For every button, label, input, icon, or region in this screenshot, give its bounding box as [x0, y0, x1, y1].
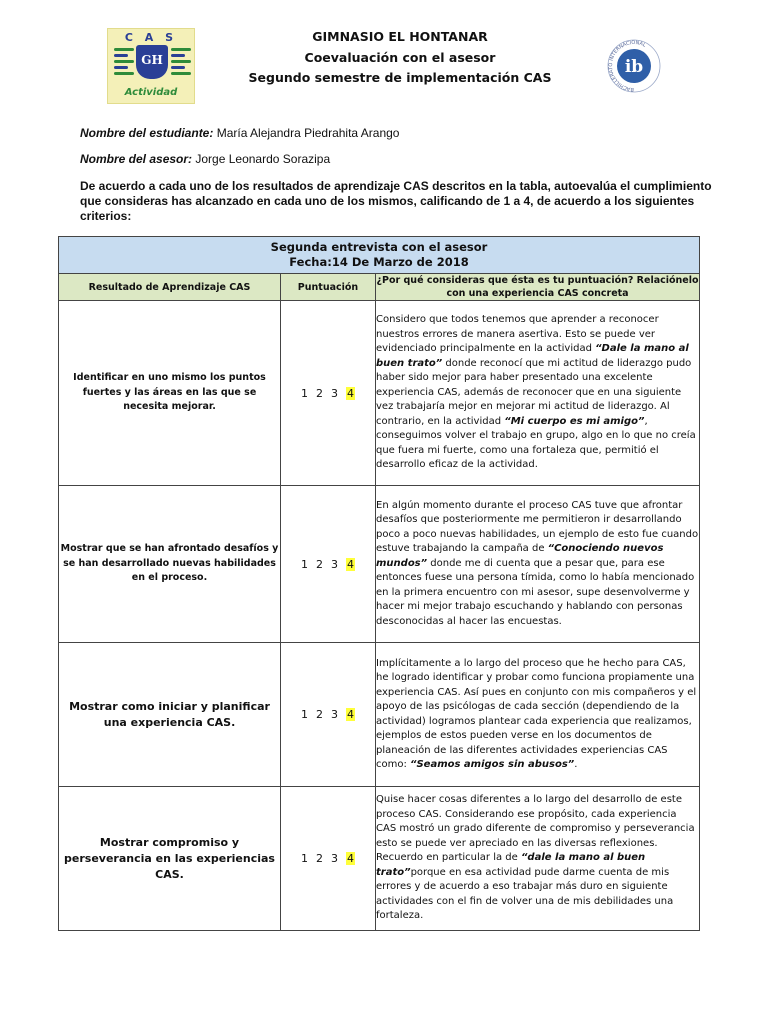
table-header-row: [59, 274, 700, 301]
score-cell: [281, 787, 376, 931]
advisor-name-value: Jorge Leonardo Sorazipa: [192, 152, 331, 166]
table-title: [59, 237, 700, 274]
column-header-outcome: Resultado de Aprendizaje CAS: [59, 274, 281, 301]
justification-text: .: [574, 759, 578, 770]
justification-text: Implícitamente a lo largo del proceso que he hecho para CAS, he logrado identificar y probar como funciona propiamente una experiencia CAS. Así pues en conjunto con mis compañeros y el apoyo de las psicólogas de cada sección (dependiendo de la actividad) logramos plantear cada experiencia que realizamos, ejemplos de estos pueden verse en los documentos de planeación de las diferentes actividades experiencias CAS como:: [376, 657, 697, 770]
cas-logo-bottom-text: Actividad: [124, 87, 178, 98]
score-selected-4: 4: [347, 708, 354, 721]
justification-text: donde me di cuenta que a pesar que, para ese entonces fuese una persona tímida, como lo había mencionado en la primera encuentro con mi asesor, supe desenvolverme y hacer mi mejor trabajo escuchando y hablando con personas desconocidas al hacer las encuestas.: [376, 557, 695, 627]
activity-name: “Mi cuerpo es mi amigo”: [504, 415, 645, 427]
justification-text: donde reconocí que mi actitud de liderazgo pudo haber sido mejor para haber presentado una excelente experiencia CAS, además de reconocer que en una siguiente vez trabajaría mejor en mejorar mi actitud de liderazgo. Al contrario, en la actividad: [376, 357, 692, 427]
student-name-label: Nombre del estudiante:: [80, 126, 214, 140]
advisor-name-label: Nombre del asesor:: [80, 152, 193, 166]
document-subtitle: Coevaluación con el asesor: [304, 50, 496, 65]
school-name: GIMNASIO EL HONTANAR: [312, 29, 488, 44]
score-option-3: 3: [331, 557, 338, 571]
score-selected-4: 4: [347, 557, 354, 571]
column-header-score: Puntuación: [281, 274, 376, 301]
advisor-name-field: [80, 152, 330, 166]
table-row: [59, 643, 700, 787]
student-name-value: María Alejandra Piedrahita Arango: [213, 126, 400, 140]
justification-text: , conseguimos volver el trabajo en grupo, algo en lo que no creía que fuera mi fuerte, como una fortaleza que, permitió el desarrollo eficaz de la actividad.: [376, 415, 696, 471]
cas-logo-left-ornament: [114, 45, 134, 79]
score-cell: [281, 643, 376, 787]
criterion-cell: Mostrar como iniciar y planificar una experiencia CAS.: [59, 643, 281, 787]
table-title-line-1: Segunda entrevista con el asesor: [270, 240, 488, 254]
score-option-1: 1: [301, 557, 308, 571]
score-selected-4: 4: [347, 386, 354, 400]
activity-name: “Seamos amigos sin abusos”: [410, 759, 575, 770]
score-option-2: 2: [316, 708, 323, 721]
activity-name: “Conociendo nuevos mundos”: [376, 543, 664, 569]
justification-cell: [376, 486, 700, 643]
score-option-1: 1: [301, 386, 308, 400]
table-row: [59, 486, 700, 643]
score-option-2: 2: [316, 386, 323, 400]
activity-name: “Dale la mano al buen trato”: [376, 343, 689, 369]
criterion-cell: Identificar en uno mismo los puntos fuertes y las áreas en las que se necesita mejorar.: [59, 301, 281, 486]
table-title-row: [59, 237, 700, 274]
justification-text: Quise hacer cosas diferentes a lo largo del desarrollo de este proceso CAS. Considerando ese propósito, cada experiencia CAS mostró un grado diferente de compromiso y perseverancia esto se puede ver apreciado en las diversas reflexiones. Recuerdo en particular la de: [376, 794, 695, 864]
ib-logo-text: ib: [624, 57, 644, 77]
justification-cell: [376, 301, 700, 486]
score-option-3: 3: [331, 386, 338, 400]
column-header-justification: ¿Por qué consideras que ésta es tu puntuación? Relaciónelo con una experiencia CAS concreta: [376, 275, 699, 299]
ib-logo-ring-text: BACHILLERATO INTERNACIONAL: [607, 39, 647, 93]
justification-text: En algún momento durante el proceso CAS tuve que afrontar desafíos que posteriormente me permitieron ir desarrollando poco a poco nuevas habilidades, un ejemplo de esto fue cuando estuve trabajando la campaña de: [376, 499, 699, 555]
table-title-line-2: Fecha:14 De Marzo de 2018: [289, 255, 469, 269]
score-cell: [281, 301, 376, 486]
criterion-cell: Mostrar compromiso y perseverancia en las experiencias CAS.: [59, 787, 281, 931]
score-selected-4: 4: [347, 852, 354, 865]
semester-title: Segundo semestre de implementación CAS: [248, 70, 552, 85]
score-cell: [281, 486, 376, 643]
table-row: [59, 301, 700, 486]
table-row: [59, 787, 700, 931]
score-option-3: 3: [331, 708, 338, 721]
criterion-cell: Mostrar que se han afrontado desafíos y se han desarrollado nuevas habilidades en el proceso.: [59, 486, 281, 643]
score-option-2: 2: [316, 557, 323, 571]
evaluation-table: [58, 236, 700, 931]
score-option-2: 2: [316, 852, 323, 865]
justification-cell: [376, 643, 700, 787]
score-option-1: 1: [301, 852, 308, 865]
cas-logo-top-text: C A S: [124, 31, 178, 44]
score-option-1: 1: [301, 708, 308, 721]
shield-monogram: GH: [141, 53, 163, 67]
ib-logo: [600, 38, 668, 94]
student-name-field: [80, 126, 399, 140]
justification-cell: [376, 787, 700, 931]
score-option-3: 3: [331, 852, 338, 865]
justification-text: Considero que todos tenemos que aprender a reconocer nuestros errores de manera asertiva. Esto se puede ver evidenciado principalmente en la actividad: [376, 314, 659, 355]
activity-name: “dale la mano al buen trato”: [376, 852, 646, 878]
justification-text: porque en esa actividad pude darme cuenta de mis errores y de acuerdo a eso trabajar más duro en siguiente actividades con el fin de volver una de mis debilidades una fortaleza.: [376, 866, 674, 922]
instructions-paragraph: De acuerdo a cada uno de los resultados de aprendizaje CAS descritos en la tabla, autoevalúa el cumplimiento que consideras has alcanzado en cada uno de los mismos, calificando de 1 a 4, de acuerdo a los siguientes criterios:: [80, 179, 712, 223]
